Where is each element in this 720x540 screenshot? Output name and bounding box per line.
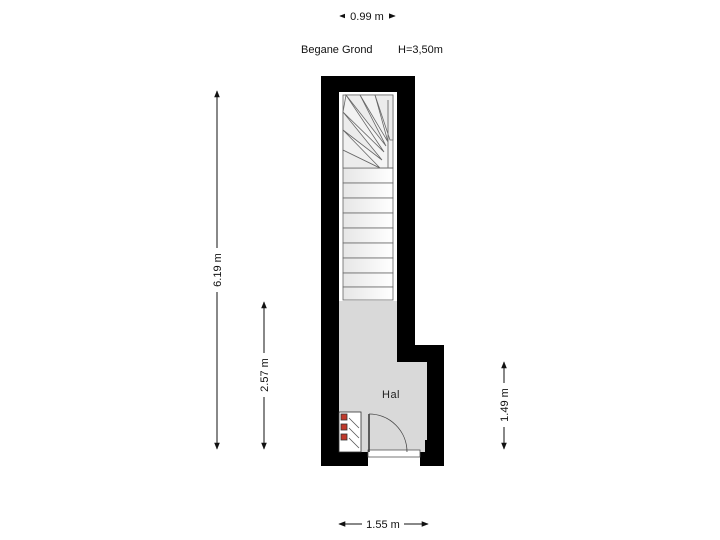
room-label-hal: Hal [382, 389, 401, 401]
stair-treads [343, 168, 393, 300]
floor-height: H=3,50m [398, 44, 443, 56]
floor-name: Begane Grond [301, 44, 373, 56]
meter-cupboard [339, 412, 361, 452]
hall-length-dimension [258, 302, 271, 449]
annex-length-label: 1.49 m [499, 388, 511, 422]
hall-length-label: 2.57 m [259, 358, 271, 392]
wall-stub [425, 440, 431, 452]
bottom-width-label: 1.55 m [366, 519, 400, 531]
stair-winder [343, 95, 393, 168]
top-width-label: 0.99 m [350, 11, 384, 23]
top-width-dimension [340, 9, 395, 23]
annex-length-dimension [498, 362, 511, 449]
bottom-width-dimension [339, 517, 428, 531]
total-length-label: 6.19 m [212, 253, 224, 287]
total-length-dimension [211, 91, 224, 449]
